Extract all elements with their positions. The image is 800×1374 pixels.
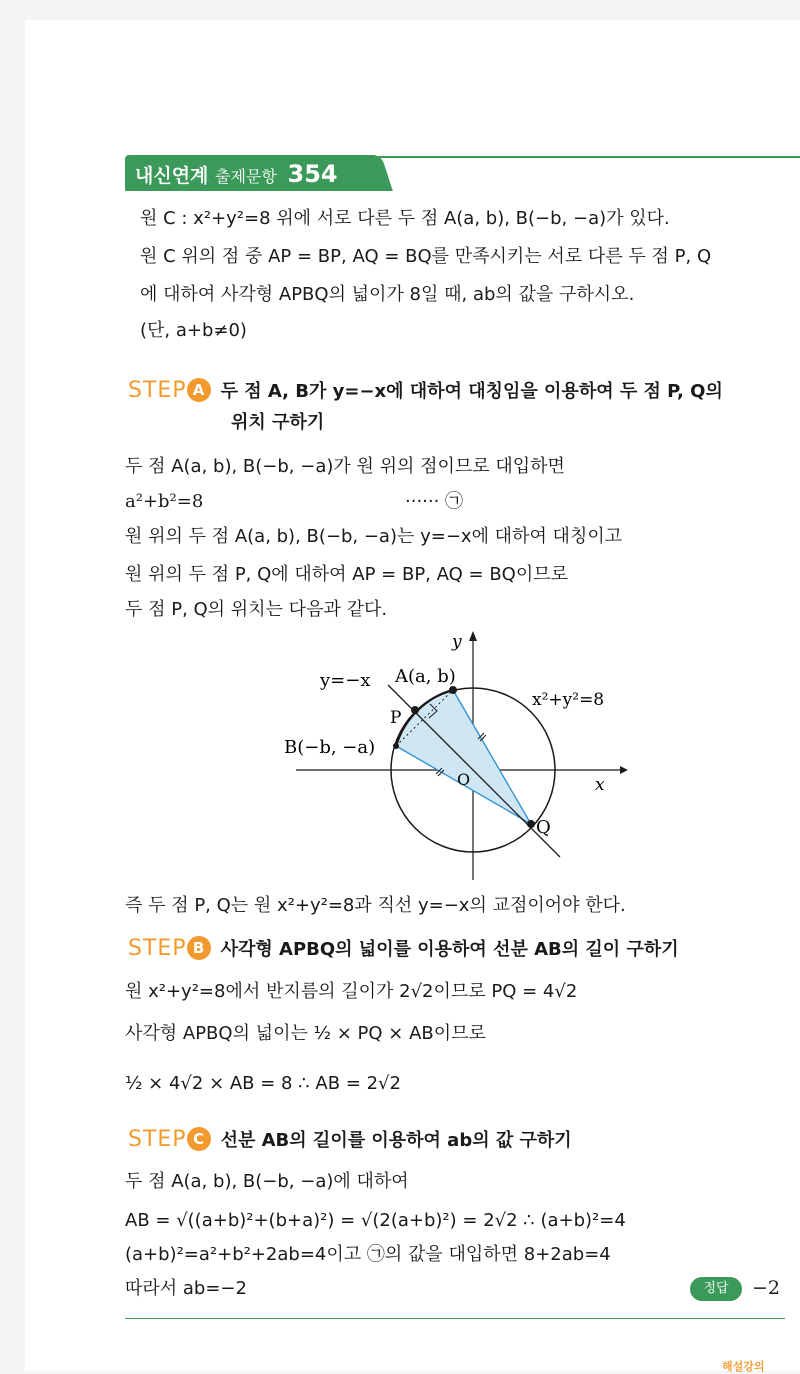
- header-rule: [378, 156, 800, 158]
- step-c-heading: [128, 1127, 572, 1153]
- problem-number: 354: [287, 160, 338, 188]
- problem-line-1: 원 C : x²+y²=8 위에 서로 다른 두 점 A(a, b), B(−b, −a)가 있다.: [140, 208, 670, 229]
- step-b-line-2: 사각형 APBQ의 넓이는 ½ × PQ × AB이므로: [125, 1023, 486, 1044]
- problem-line-3: 에 대하여 사각형 APBQ의 넓이가 8일 때, ab의 값을 구하시오.: [140, 284, 635, 305]
- step-b-line-3: ½ × 4√2 × AB = 8 ∴ AB = 2√2: [125, 1073, 401, 1094]
- line-label: y=−x: [320, 670, 371, 691]
- problem-line-4: (단, a+b≠0): [140, 320, 247, 341]
- point-p: [411, 706, 419, 714]
- step-a-heading: [128, 378, 723, 404]
- step-a-conclusion: 즉 두 점 P, Q는 원 x²+y²=8과 직선 y=−x의 교점이어야 한다.: [125, 895, 626, 916]
- step-b-title: 사각형 APBQ의 넓이를 이용하여 선분 AB의 길이 구하기: [220, 939, 679, 960]
- step-b-heading: [128, 936, 679, 962]
- point-p-label: P: [390, 708, 402, 728]
- step-a-equation-ref: ······ ㉠: [405, 491, 464, 512]
- step-a-line-4: 원 위의 두 점 P, Q에 대하여 AP = BP, AQ = BQ이므로: [125, 564, 568, 585]
- step-a-line-3: 원 위의 두 점 A(a, b), B(−b, −a)는 y=−x에 대하여 대칭이고: [125, 526, 623, 547]
- point-a: [449, 686, 457, 694]
- step-a-letter: A: [187, 378, 211, 402]
- header-label-sub: 출제문항: [215, 167, 277, 186]
- step-a-title-1: 두 점 A, B가 y=−x에 대하여 대칭임을 이용하여 두 점 P, Q의: [220, 381, 723, 402]
- step-a-line-1: 두 점 A(a, b), B(−b, −a)가 원 위의 점이므로 대입하면: [125, 456, 565, 477]
- origin-label: O: [457, 770, 471, 789]
- point-a-label: A(a, b): [395, 666, 456, 687]
- step-c-line-3: (a+b)²=a²+b²+2ab=4이고 ㉠의 값을 대입하면 8+2ab=4: [125, 1244, 611, 1265]
- x-axis-arrow-icon: [620, 766, 628, 774]
- point-q: [527, 820, 535, 828]
- point-b-label: B(−b, −a): [284, 737, 376, 758]
- answer-badge: 정답: [690, 1277, 742, 1301]
- step-c-line-4: 따라서 ab=−2: [125, 1278, 247, 1299]
- step-c-label: STEP: [128, 1127, 187, 1152]
- problem-line-2: 원 C 위의 점 중 AP = BP, AQ = BQ를 만족시키는 서로 다른 두 점 P, Q: [140, 246, 712, 267]
- step-a-equation: a²+b²=8: [125, 491, 204, 512]
- header-title: [135, 160, 338, 188]
- step-b-label: STEP: [128, 936, 187, 961]
- x-axis-label: x: [595, 775, 605, 795]
- footer-tag: 해설강의: [722, 1360, 765, 1373]
- answer-value: −2: [752, 1277, 781, 1299]
- step-a-label: STEP: [128, 378, 187, 403]
- step-c-letter: C: [187, 1127, 211, 1151]
- step-c-line-2: AB = √((a+b)²+(b+a)²) = √(2(a+b)²) = 2√2 ∴ (a+b)²=4: [125, 1210, 626, 1231]
- circle-label: x²+y²=8: [532, 690, 605, 710]
- step-c-line-1: 두 점 A(a, b), B(−b, −a)에 대하여: [125, 1171, 409, 1192]
- y-axis-label: y: [452, 632, 462, 652]
- circle-diagram: [270, 625, 640, 885]
- step-b-line-1: 원 x²+y²=8에서 반지름의 길이가 2√2이므로 PQ = 4√2: [125, 981, 578, 1002]
- point-b: [393, 743, 399, 749]
- point-q-label: Q: [536, 817, 551, 838]
- step-a-line-5: 두 점 P, Q의 위치는 다음과 같다.: [125, 599, 388, 620]
- header-label-main: 내신연계: [135, 165, 209, 187]
- step-b-letter: B: [187, 936, 211, 960]
- step-a-title-2: 위치 구하기: [231, 412, 325, 433]
- bottom-rule: [125, 1318, 785, 1319]
- y-axis-arrow-icon: [469, 631, 477, 641]
- step-c-title: 선분 AB의 길이를 이용하여 ab의 값 구하기: [220, 1130, 572, 1151]
